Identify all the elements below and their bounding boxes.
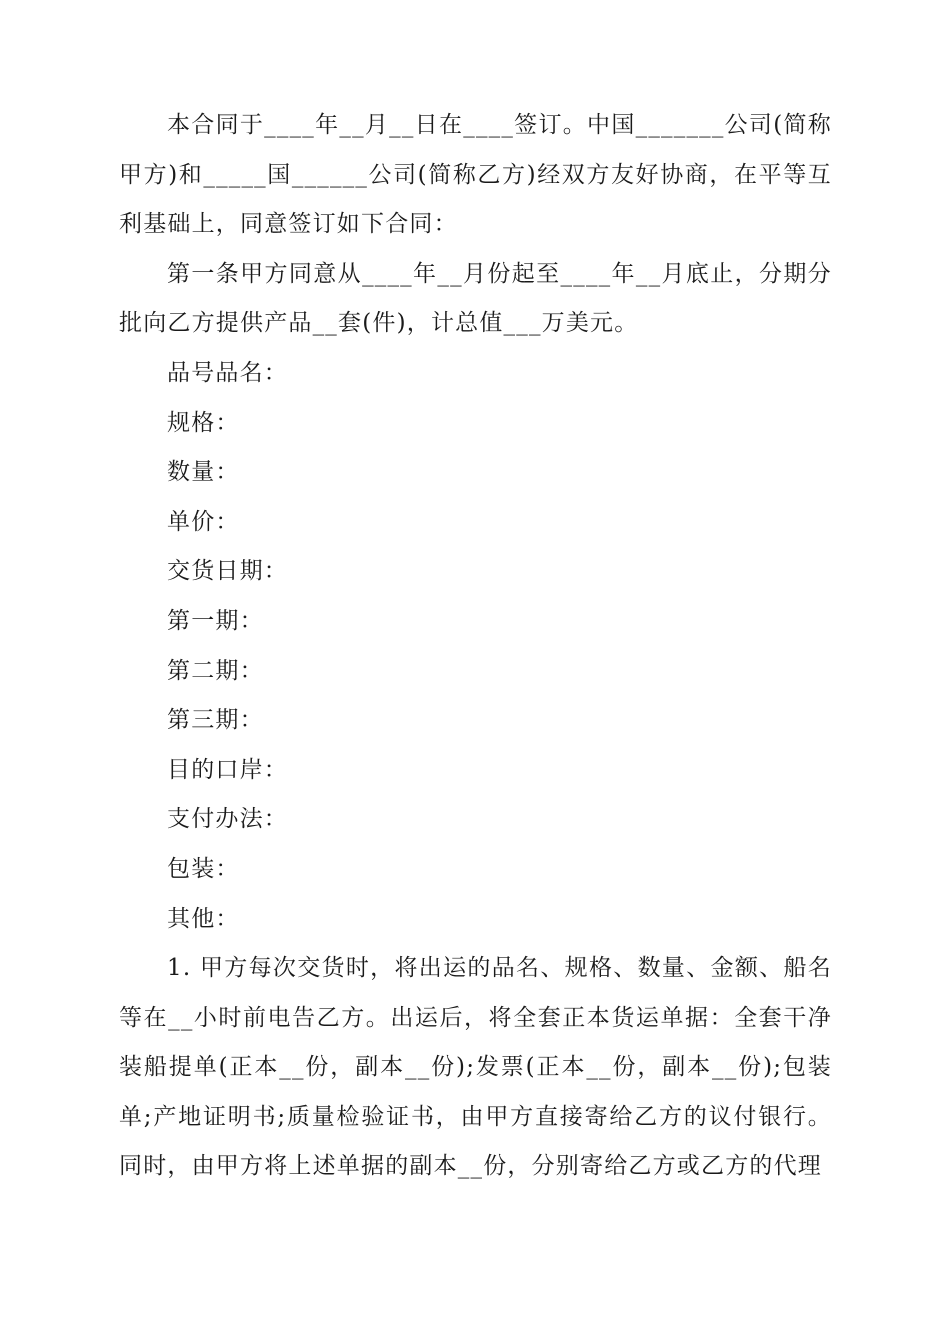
field-phase-2: 第二期： — [167, 657, 264, 684]
clause-1-paragraph: 1. 甲方每次交货时，将出运的品名、规格、数量、金额、船名等在__小时前电告乙方。出运后，将全套正本货运单据：全套干净装船提单(正本__份，副本__份);发票(正本__份，副本__份);包装单;产地证明书;质量检验证书，由甲方直接寄给乙方的议付银行。同时，由甲方将上述单据的副本__份，分别寄给乙方或乙方的代理 — [119, 955, 832, 1180]
field-packing: 包装： — [167, 855, 240, 882]
field-delivery-date: 交货日期： — [167, 558, 288, 585]
field-destination-port: 目的口岸： — [167, 756, 288, 783]
field-product-name: 品号品名： — [167, 359, 288, 386]
field-other: 其他： — [167, 905, 240, 932]
document-body — [119, 101, 832, 1192]
field-phase-1: 第一期： — [167, 607, 264, 634]
field-specification: 规格： — [167, 409, 240, 436]
article-1-paragraph: 第一条甲方同意从____年__月份起至____年__月底止，分期分批向乙方提供产品__套(件)，计总值___万美元。 — [119, 260, 832, 337]
field-unit-price: 单价： — [167, 508, 240, 535]
intro-paragraph: 本合同于____年__月__日在____签订。中国_______公司(简称甲方)和_____国______公司(简称乙方)经双方友好协商，在平等互利基础上，同意签订如下合同： — [119, 112, 832, 238]
field-phase-3: 第三期： — [167, 707, 264, 734]
field-quantity: 数量： — [167, 459, 240, 486]
field-payment-method: 支付办法： — [167, 806, 288, 833]
